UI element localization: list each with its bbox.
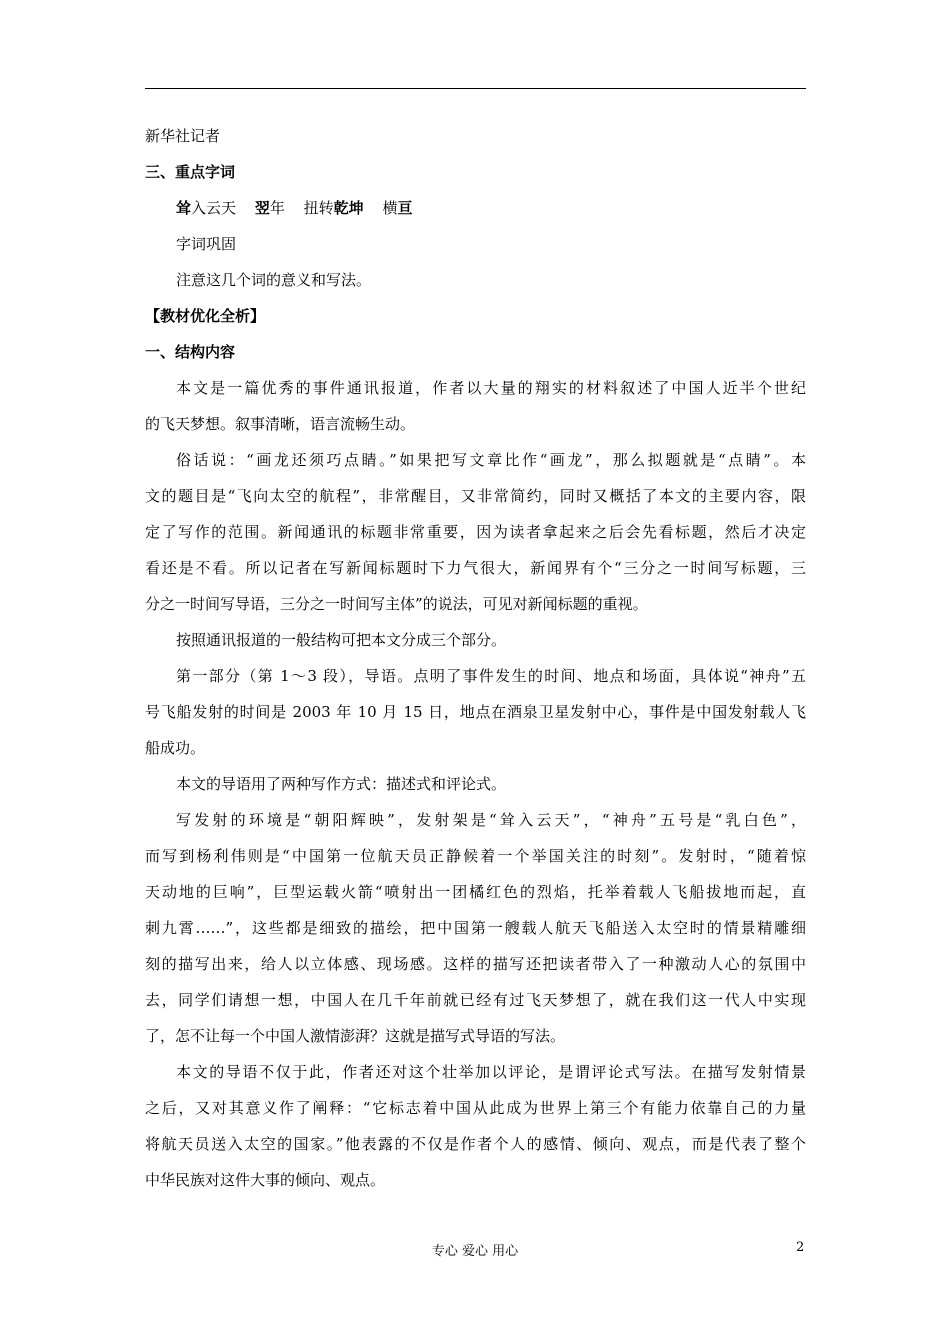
key-word-4: 横亘 [382, 199, 413, 217]
note-text: 注意这几个词的意义和写法。 [176, 271, 372, 289]
consolidate-label: 字词巩固 [176, 235, 237, 253]
section-title-key-words: 三、重点字词 [145, 163, 236, 181]
key-word-list [145, 190, 806, 226]
key-word-1: 耸入云天 [176, 199, 237, 217]
byline: 新华社记者 [145, 127, 221, 145]
paragraph-3: 按照通讯报道的一般结构可把本文分成三个部分。 [176, 631, 507, 649]
paragraph-7: 本文的导语不仅于此，作者还对这个壮举加以评论，是谓评论式写法。在描写发射情景 之后，又对其意义作了阐释：“它标志着中国从此成为世界上第三个有能力依靠自己的力量 将航天员送入太空的国家。”他表露的不仅是作者个人的感情、倾向、观点，而是代表了整个 中华民族对这件大事的倾向、观点。 [145, 1063, 806, 1189]
section-title-structure: 一、结构内容 [145, 343, 236, 361]
key-word-2: 翌年 [254, 199, 285, 217]
paragraph-1: 本文是一篇优秀的事件通讯报道，作者以大量的翔实的材料叙述了中国人近半个世纪 的飞天梦想。叙事清晰，语言流畅生动。 [145, 379, 806, 433]
analysis-title: 【教材优化全析】 [145, 307, 266, 325]
paragraph-5: 本文的导语用了两种写作方式：描述式和评论式。 [176, 775, 507, 793]
paragraph-6: 写发射的环境是“朝阳辉映”，发射架是“耸入云天”，“神舟”五号是“乳白色”， 而写到杨利伟则是“中国第一位航天员正静候着一个举国关注的时刻”。发射时，“随着惊 天动地的巨响”，巨型运载火箭“喷射出一团橘红色的烈焰，托举着载人飞船拔地而起，直 刺九霄……”，这些都是细致的描绘，把中国第一艘载人航天飞船送入太空时的情景精雕细 刻的描写出来，给人以立体感、现场感。这样的描写还把读者带入了一种激动人心的氛围中 去，同学们请想一想，中国人在几千年前就已经有过飞天梦想了，就在我们这一代人中实现 了，怎不让每一个中国人激情澎湃？这就是描写式导语的写法。 [145, 811, 806, 1045]
paragraph-4: 第一部分（第 1～3 段），导语。点明了事件发生的时间、地点和场面，具体说“神舟”五 号飞船发射的时间是 2003 年 10 月 15 日，地点在酒泉卫星发射中心，事件是中国发射载人飞 船成功。 [145, 667, 806, 757]
document-body [145, 118, 806, 1198]
key-word-3: 扭转乾坤 [303, 199, 364, 217]
header-rule [145, 88, 806, 89]
page-number: 2 [796, 1240, 805, 1255]
paragraph-2: 俗话说：“画龙还须巧点睛。”如果把写文章比作“画龙”，那么拟题就是“点睛”。本 文的题目是“飞向太空的航程”，非常醒目，又非常简约，同时又概括了本文的主要内容，限 定了写作的范围。新闻通讯的标题非常重要，因为读者拿起来之后会先看标题，然后才决定 看还是不看。所以记者在写新闻标题时下力气很大，新闻界有个“三分之一时间写标题，三 分之一时间写导语，三分之一时间写主体”的说法，可见对新闻标题的重视。 [145, 451, 806, 613]
footer-motto: 专心 爱心 用心 [431, 1244, 519, 1259]
